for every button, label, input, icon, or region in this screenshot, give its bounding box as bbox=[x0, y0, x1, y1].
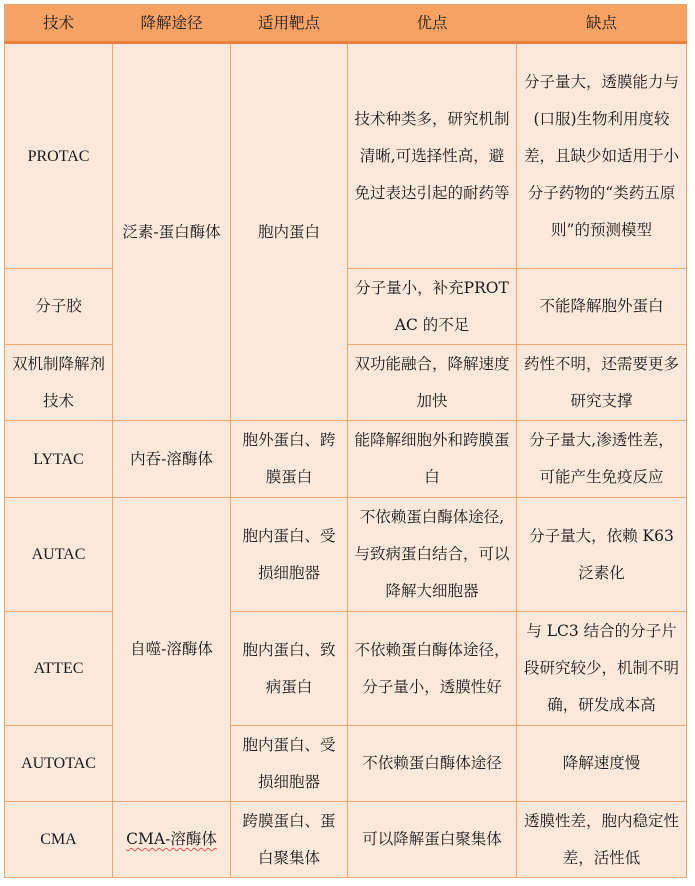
header-row bbox=[5, 5, 687, 43]
advantages-cell: 技术种类多，研究机制清晰,可选择性高，避免过表达引起的耐药等 bbox=[348, 43, 517, 269]
pathway-cell bbox=[113, 802, 231, 878]
table-row bbox=[5, 498, 687, 612]
header-degradation-pathway: 降解途径 bbox=[113, 5, 231, 43]
advantages-cell: 双功能融合，降解速度加快 bbox=[348, 345, 517, 421]
disadvantages-cell: 与 LC3 结合的分子片段研究较少，机制不明确，研发成本高 bbox=[517, 612, 687, 726]
technology-cell: PROTAC bbox=[5, 43, 113, 269]
target-cell: 胞内蛋白、受损细胞器 bbox=[231, 726, 348, 802]
advantages-cell: 不依赖蛋白酶体途径,与致病蛋白结合，可以降解大细胞器 bbox=[348, 498, 517, 612]
disadvantages-cell: 不能降解胞外蛋白 bbox=[517, 269, 687, 345]
target-cell: 胞外蛋白、跨膜蛋白 bbox=[231, 421, 348, 498]
pathway-cell: 内吞-溶酶体 bbox=[113, 421, 231, 498]
disadvantages-cell: 药性不明，还需要更多研究支撑 bbox=[517, 345, 687, 421]
pathway-cell: 泛素-蛋白酶体 bbox=[113, 43, 231, 421]
disadvantages-cell: 透膜性差，胞内稳定性差，活性低 bbox=[517, 802, 687, 878]
advantages-cell: 不依赖蛋白酶体途径，分子量小，透膜性好 bbox=[348, 612, 517, 726]
header-technology: 技术 bbox=[5, 5, 113, 43]
technology-cell: AUTAC bbox=[5, 498, 113, 612]
table-row bbox=[5, 421, 687, 498]
disadvantages-cell: 分子量大，透膜能力与(口服)生物利用度较差，且缺少如适用于小分子药物的“类药五原则”的预测模型 bbox=[517, 43, 687, 269]
advantages-cell: 不依赖蛋白酶体途径 bbox=[348, 726, 517, 802]
technology-cell: LYTAC bbox=[5, 421, 113, 498]
target-cell: 胞内蛋白 bbox=[231, 43, 348, 421]
table-row bbox=[5, 43, 687, 269]
target-cell: 胞内蛋白、受损细胞器 bbox=[231, 498, 348, 612]
degradation-technology-table bbox=[4, 4, 687, 878]
target-cell: 跨膜蛋白、蛋白聚集体 bbox=[231, 802, 348, 878]
header-disadvantages: 缺点 bbox=[517, 5, 687, 43]
table-row bbox=[5, 802, 687, 878]
header-applicable-target: 适用靶点 bbox=[231, 5, 348, 43]
advantages-cell: 能降解细胞外和跨膜蛋白 bbox=[348, 421, 517, 498]
target-cell: 胞内蛋白、致病蛋白 bbox=[231, 612, 348, 726]
disadvantages-cell: 分子量大,渗透性差，可能产生免疫反应 bbox=[517, 421, 687, 498]
technology-cell: 双机制降解剂技术 bbox=[5, 345, 113, 421]
header-advantages: 优点 bbox=[348, 5, 517, 43]
pathway-cell: 自噬-溶酶体 bbox=[113, 498, 231, 802]
technology-cell: AUTOTAC bbox=[5, 726, 113, 802]
table-row bbox=[5, 612, 687, 726]
technology-cell: ATTEC bbox=[5, 612, 113, 726]
table-row bbox=[5, 726, 687, 802]
pathway-text: CMA-溶酶体 bbox=[126, 830, 217, 848]
technology-cell: 分子胶 bbox=[5, 269, 113, 345]
disadvantages-cell: 降解速度慢 bbox=[517, 726, 687, 802]
technology-cell: CMA bbox=[5, 802, 113, 878]
disadvantages-cell: 分子量大，依赖 K63 泛素化 bbox=[517, 498, 687, 612]
advantages-cell: 可以降解蛋白聚集体 bbox=[348, 802, 517, 878]
advantages-cell: 分子量小，补充PROTAC 的不足 bbox=[348, 269, 517, 345]
